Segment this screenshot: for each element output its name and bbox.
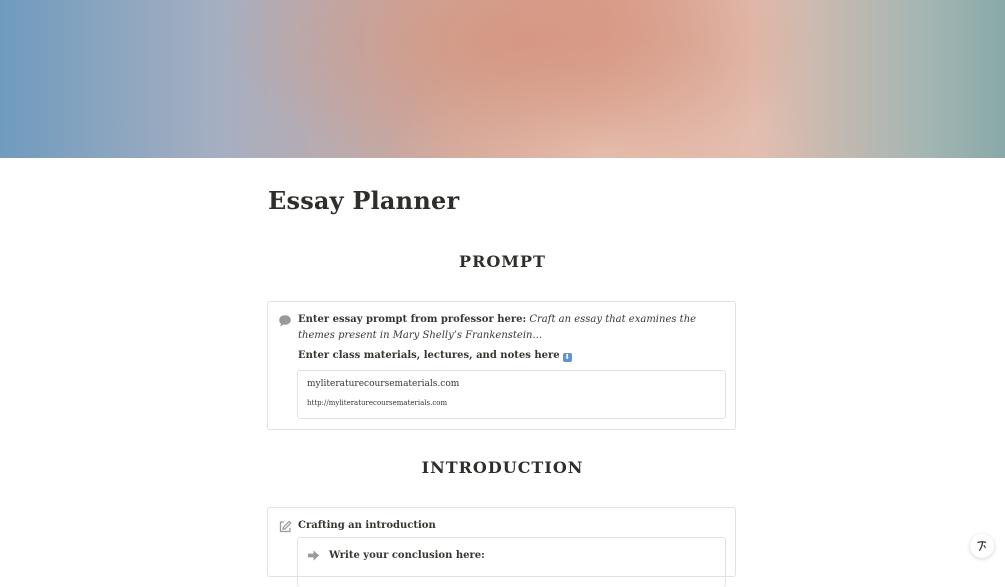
intro-callout [267, 507, 736, 577]
arrow-right-icon [307, 549, 320, 562]
section-heading-prompt: PROMPT [459, 252, 546, 271]
materials-line [298, 348, 572, 364]
section-heading-introduction: INTRODUCTION [421, 458, 584, 477]
help-icon [970, 534, 994, 558]
help-button[interactable] [970, 534, 994, 558]
page-title: Essay Planner [268, 186, 460, 215]
conclusion-label: Write your conclusion here: [329, 550, 485, 561]
arrow-down-icon: ⬇ [564, 353, 571, 361]
materials-bookmark[interactable] [297, 370, 726, 419]
inner-callout [297, 537, 726, 587]
prompt-label: Enter essay prompt from professor here: [298, 314, 527, 325]
prompt-callout [267, 301, 736, 430]
cover-image [0, 0, 1005, 158]
prompt-text: Craft an essay that examines the themes present in Mary Shelly’s Frankenstein... [298, 314, 697, 341]
pencil-square-icon [278, 520, 292, 534]
bookmark-url: http://myliteraturecoursematerials.com [307, 399, 448, 407]
materials-label: Enter class materials, lectures, and notes here [298, 350, 560, 361]
bookmark-title: myliteraturecoursematerials.com [307, 379, 460, 389]
speech-bubble-icon [278, 314, 292, 328]
prompt-line [298, 312, 718, 344]
intro-label: Crafting an introduction [298, 520, 436, 531]
